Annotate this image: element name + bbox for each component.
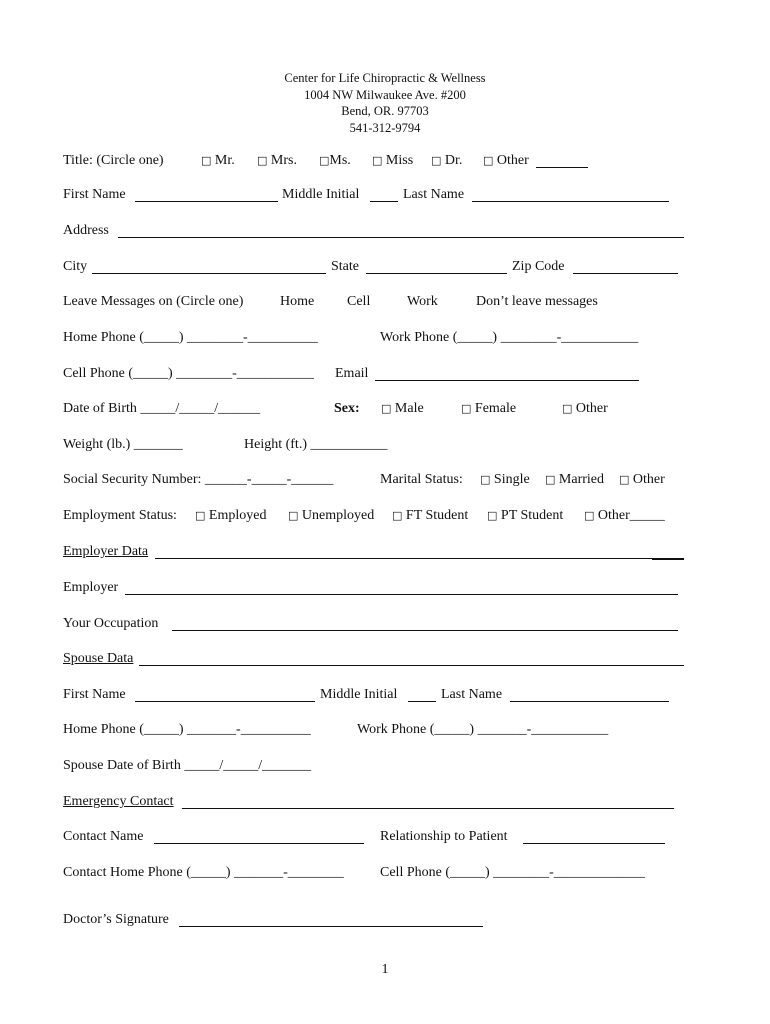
section-rule [155,558,652,559]
messages-option-none[interactable]: Don’t leave messages [476,294,598,309]
clinic-header [0,70,770,136]
address-label: Address [63,223,109,238]
employment-row [63,507,684,527]
sex-option-male[interactable]: □ Male [381,401,424,416]
page-number: 1 [381,962,389,977]
spouse-home-phone-field[interactable]: Home Phone (_____) _______-__________ [63,722,311,737]
last-name-label: Last Name [403,187,465,202]
marital-option-other[interactable]: □ Other [619,472,665,487]
employment-option-employed[interactable]: □ Employed [195,508,267,523]
home-phone-field[interactable]: Home Phone (_____) ________-__________ [63,330,318,345]
contact-name-field[interactable] [154,843,364,844]
messages-row [63,293,684,313]
title-option-other[interactable]: □ Other [483,153,529,168]
spouse-dob-row [63,757,684,777]
spouse-middle-initial-label: Middle Initial [320,687,398,702]
clinic-name: Center for Life Chiropractic & Wellness [284,71,486,85]
title-option-mrs[interactable]: □ Mrs. [257,153,297,168]
marital-option-single[interactable]: □ Single [480,472,530,487]
checkbox-icon: □ [480,473,491,486]
first-name-field[interactable] [135,201,278,202]
checkbox-icon: □ [392,509,403,522]
checkbox-icon: □ [431,154,442,167]
last-name-field[interactable] [472,201,669,202]
state-field[interactable] [366,273,507,274]
checkbox-icon: □ [562,402,573,415]
clinic-city: Bend, OR. 97703 [341,104,429,118]
email-label: Email [335,366,369,381]
marital-option-married[interactable]: □ Married [545,472,604,487]
checkbox-icon: □ [619,473,630,486]
employment-option-pt-student[interactable]: □ PT Student [487,508,564,523]
employer-row [63,579,684,599]
dob-sex-row [63,400,684,420]
dob-field[interactable]: Date of Birth _____/_____/______ [63,401,261,416]
city-label: City [63,259,88,274]
sex-label: Sex: [334,401,360,416]
checkbox-icon: □ [545,473,556,486]
spouse-data-heading: Spouse Data [63,651,134,666]
section-rule [182,808,674,809]
occupation-row [63,615,684,635]
title-label: Title: (Circle one) [63,153,164,168]
work-phone-field[interactable]: Work Phone (_____) ________-___________ [380,330,639,345]
occupation-label: Your Occupation [63,616,159,631]
zip-field[interactable] [573,273,678,274]
checkbox-icon: □ [372,154,383,167]
state-label: State [331,259,359,274]
contact-cell-phone-field[interactable]: Cell Phone (_____) ________-_____________ [380,865,645,880]
employer-label: Employer [63,580,119,595]
spouse-last-name-field[interactable] [510,701,669,702]
spouse-first-name-field[interactable] [135,701,315,702]
checkbox-icon: □ [201,154,212,167]
checkbox-icon: □ [288,509,299,522]
spouse-phone-row [63,721,684,741]
weight-field[interactable]: Weight (lb.) _______ [63,437,183,452]
email-field[interactable] [375,380,639,381]
title-row [63,152,684,172]
checkbox-icon: □ [483,154,494,167]
spouse-name-row [63,686,684,706]
spouse-dob-field[interactable]: Spouse Date of Birth _____/_____/_______ [63,758,312,773]
weight-height-row [63,436,684,456]
messages-option-home[interactable]: Home [280,294,315,309]
employer-data-heading: Employer Data [63,544,149,559]
city-row [63,258,684,278]
title-other-field[interactable] [536,167,588,168]
occupation-field[interactable] [172,630,678,631]
cell-email-row [63,365,684,385]
messages-option-cell[interactable]: Cell [347,294,371,309]
sex-option-female[interactable]: □ Female [461,401,517,416]
checkbox-icon: □ [195,509,206,522]
employment-option-ft-student[interactable]: □ FT Student [392,508,469,523]
spouse-work-phone-field[interactable]: Work Phone (_____) _______-___________ [357,722,609,737]
checkbox-icon: □ [257,154,268,167]
middle-initial-label: Middle Initial [282,187,360,202]
checkbox-icon: □ [584,509,595,522]
emergency-contact-heading: Emergency Contact [63,794,174,809]
middle-initial-field[interactable] [370,201,398,202]
contact-name-label: Contact Name [63,829,144,844]
zip-label: Zip Code [512,259,565,274]
title-option-dr[interactable]: □ Dr. [431,153,463,168]
employment-option-unemployed[interactable]: □ Unemployed [288,508,375,523]
spouse-first-name-label: First Name [63,687,126,702]
employment-label: Employment Status: [63,508,177,523]
checkbox-icon: □ [319,154,330,167]
checkbox-icon: □ [487,509,498,522]
sex-option-other[interactable]: □ Other [562,401,608,416]
section-rule [652,558,684,560]
checkbox-icon: □ [381,402,392,415]
relationship-field[interactable] [523,843,665,844]
employment-option-other[interactable]: □ Other_____ [584,508,665,523]
employer-data-section [63,543,684,563]
ssn-marital-row [63,471,684,491]
relationship-label: Relationship to Patient [380,829,508,844]
cell-phone-field[interactable]: Cell Phone (_____) ________-___________ [63,366,314,381]
signature-row [63,911,684,931]
height-field[interactable]: Height (ft.) ___________ [244,437,388,452]
signature-field[interactable] [179,926,483,927]
messages-label: Leave Messages on (Circle one) [63,294,244,309]
title-option-miss[interactable]: □ Miss [372,153,414,168]
section-rule [139,665,684,666]
clinic-phone: 541-312-9794 [349,120,421,135]
signature-label: Doctor’s Signature [63,912,169,927]
spouse-middle-initial-field[interactable] [408,701,436,702]
phone-row [63,329,684,349]
contact-home-phone-field[interactable]: Contact Home Phone (_____) _______-________ [63,865,344,880]
title-option-ms[interactable]: □Ms. [319,153,351,168]
address-row [63,222,684,242]
first-name-label: First Name [63,187,126,202]
contact-phone-row [63,864,684,884]
clinic-street: 1004 NW Milwaukee Ave. #200 [304,87,466,102]
checkbox-icon: □ [461,402,472,415]
address-field[interactable] [118,237,684,238]
employer-field[interactable] [125,594,678,595]
ssn-field[interactable]: Social Security Number: ______-_____-______ [63,472,334,487]
city-field[interactable] [92,273,326,274]
contact-name-row [63,828,684,848]
spouse-data-section [63,650,684,670]
marital-label: Marital Status: [380,472,463,487]
title-option-mr[interactable]: □ Mr. [201,153,235,168]
spouse-last-name-label: Last Name [441,687,503,702]
messages-option-work[interactable]: Work [407,294,438,309]
emergency-contact-section [63,793,684,813]
name-row [63,186,684,206]
